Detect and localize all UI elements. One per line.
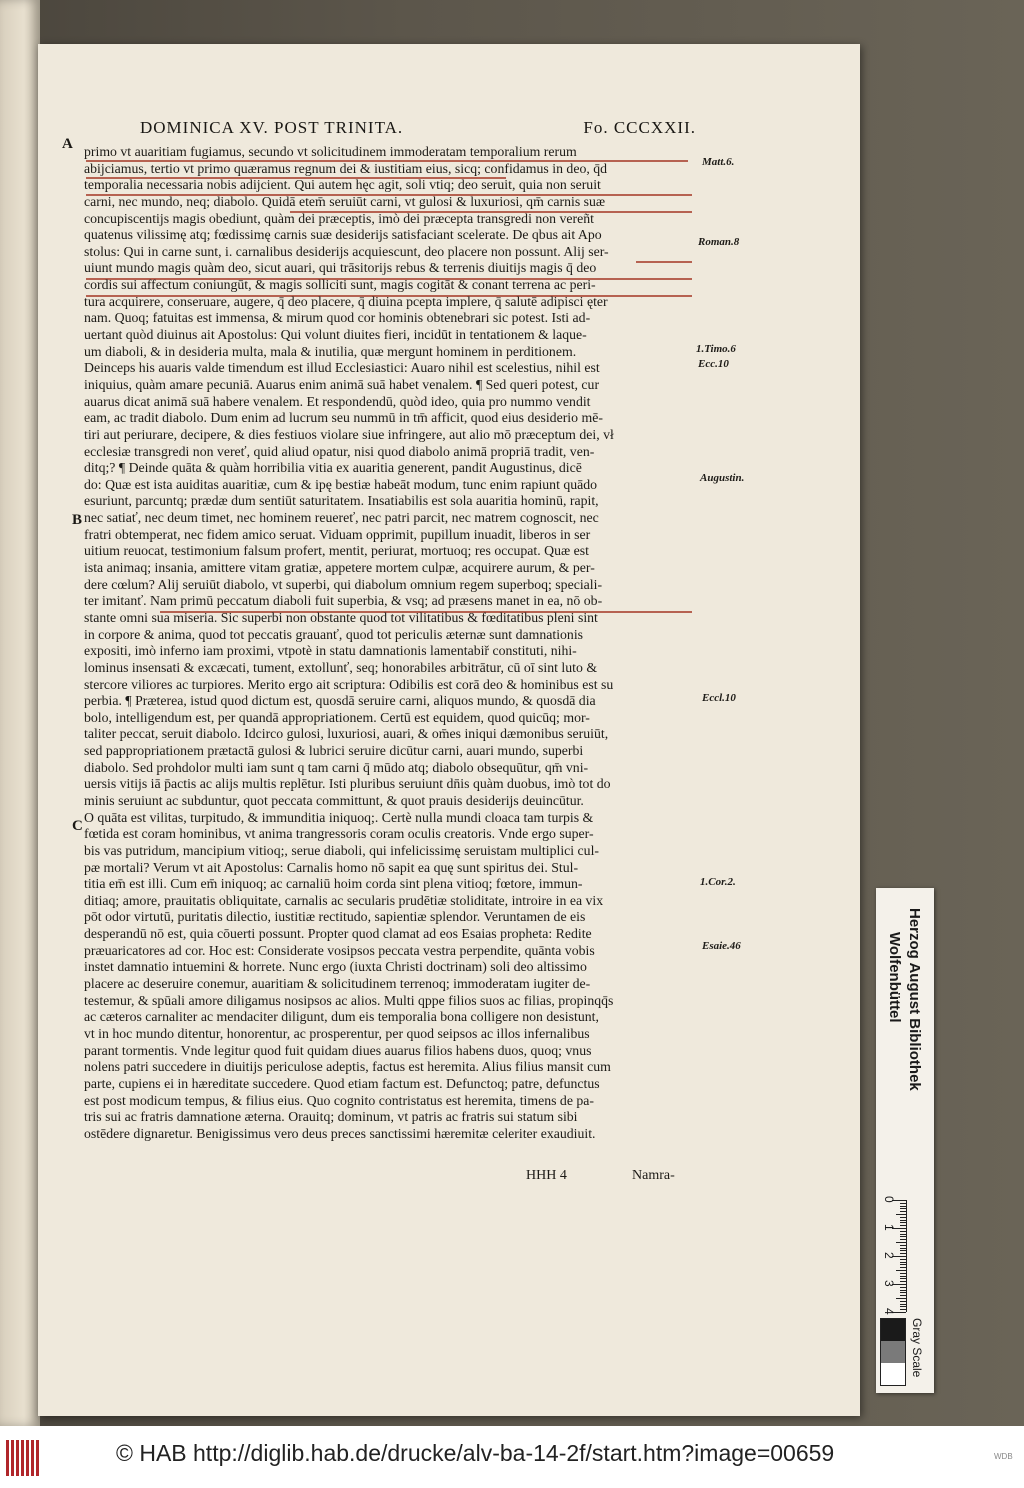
text-line: tris sui ac fratris damnatione æterna. Orauitq; dominum, vt patris ac fratris sui statum sibi (84, 1109, 578, 1125)
text-line: ecclesiæ transgredi non vereť, quid aliud opatur, nisi quod diabolo animā propriā tradit, ven- (84, 443, 595, 459)
copyright-link[interactable]: © HAB http://diglib.hab.de/drucke/alv-ba-14-2f/start.htm?image=00659 (116, 1440, 835, 1466)
scale-tick (900, 1292, 906, 1293)
scale-tick (900, 1248, 906, 1249)
text-line: concupiscentijs magis obediunt, quàm dei præceptis, imò dei præcepta transgredi non vereñt (84, 210, 594, 226)
text-line: ac cæteros carnaliter ac mendaciter diligunt, dum eis temporalia bona colligere non desistunt, (84, 1009, 599, 1025)
hab-logo-icon (6, 1440, 42, 1476)
text-line: uertant quòd diuinus ait Apostolus: Qui volunt diuites fieri, incidūt in tentationem & laque- (84, 327, 587, 343)
text-line: auarus dicat animā suā habere venalem. Et respondendū, quòd ideo, quia pro nummo vendit (84, 393, 591, 409)
scale-tick (900, 1273, 906, 1274)
scale-tick (900, 1222, 906, 1223)
margin-note-matt: Matt.6. (702, 156, 735, 168)
scale-number: 3 (882, 1280, 896, 1287)
gray-patch-black (881, 1319, 905, 1341)
scale-tick (896, 1214, 906, 1215)
scale-number: 1 (882, 1224, 896, 1231)
text-line: tiri aut periurare, decipere, & dies festiuos violare siue infringere, aut alio mō præceptum dei, vł (84, 426, 614, 442)
scale-tick (900, 1220, 906, 1221)
text-line: uersis vitijs iā p̄actis ac alijs multis replētur. Isti pluribus seruiunt dn̄is quàm duobus, imò tot do (84, 776, 611, 792)
scale-tick (900, 1262, 906, 1263)
scale-tick (900, 1267, 906, 1268)
text-line: quatenus vilissimę atq; fœdissimę carnis suæ desiderijs satisfaciant scelerate. De qbus ait Apo (84, 227, 602, 243)
text-line: Deinceps his auaris valde timendum est illud Ecclesiastici: Auaro nihil est scelestius, nihil est (84, 360, 600, 376)
text-line: fœtida est coram hominibus, vt anima trangressoris coram oculis creatoris. Vnde ergo super- (84, 826, 594, 842)
library-name: Herzog August Bibliothek (906, 908, 923, 1091)
scale-tick (900, 1306, 906, 1307)
gray-patch-mid (881, 1341, 905, 1363)
body-text (84, 144, 694, 1142)
text-line: instet damnatio intuemini & horrete. Nunc ergo (iuxta Christi doctrinam) soli deo altissimo (84, 959, 587, 975)
text-line: primo vt auaritiam fugiamus, secundo vt solicitudinem immoderatam temporalium rerum (84, 144, 577, 159)
margin-note-timo: 1.Timo.6 (696, 343, 736, 355)
text-line: tura acquirere, conseruare, augere, q̄ deo placere, q̄ diuina pcepta implere, q̄ salutē adipisci ęter (84, 293, 608, 309)
catchword: Namra- (632, 1168, 675, 1183)
scale-tick (896, 1270, 906, 1271)
logo-bar (16, 1440, 19, 1476)
viewer-mark: WDB (994, 1452, 1013, 1461)
scale-tick (900, 1231, 906, 1232)
scale-tick (900, 1208, 906, 1209)
scale-tick (900, 1250, 906, 1251)
scale-tick (900, 1239, 906, 1240)
margin-note-augustin: Augustin. (700, 472, 745, 484)
text-line: testemur, & spūali amore diligamus nosipsos ac alios. Multi qppe filios suos ac filias, propinqq̄s (84, 992, 614, 1008)
scale-tick (900, 1264, 906, 1265)
text-line: desperandū nō est, quia cōuerti possunt. Propter quod clamat ad eos Esaias propheta: Redite (84, 926, 592, 942)
margin-note-cor: 1.Cor.2. (700, 876, 736, 888)
footer-bar (0, 1426, 1024, 1488)
text-line: fratri obtemperat, nec fidem amico seruat. Viduam opprimit, pupillum inuadit, liberos in ser (84, 526, 591, 542)
scale-tick (900, 1309, 906, 1310)
text-line: stolus: Qui in carne sunt, i. carnalibus desiderijs acquiescunt, deo placere non possunt. Alij ser- (84, 243, 609, 259)
scale-tick (900, 1276, 906, 1277)
text-line: O quāta est vilitas, turpitudo, & immunditia iniquoq;. Certè nulla mundi cloaca tam turpis & (84, 809, 594, 825)
scale-tick (900, 1253, 906, 1254)
header-title: DOMINICA XV. POST TRINITA. (140, 118, 404, 137)
text-line: uiunt mundo magis quàm deo, sicut auari, qui trāsitorijs rebus & terrenis diuitijs magis q̄ deo (84, 260, 597, 276)
text-line: temporalia necessaria nobis adijcient. Qui autem hęc agit, soli vtiq; deo seruit, quia non seruit (84, 177, 601, 193)
running-header (140, 118, 696, 140)
scale-tick (896, 1298, 906, 1299)
folio-number: Fo. CCCXXII. (583, 118, 696, 137)
cm-scale (880, 1196, 907, 1315)
scale-tick (900, 1290, 906, 1291)
scale-number: 2 (882, 1252, 896, 1259)
scale-tick (900, 1225, 906, 1226)
text-line: cordis sui affectum coniungūt, & magis solliciti sunt, magis cogitāt & conant terrena ac peri- (84, 277, 596, 293)
text-line: in corpore & anima, quod tot peccatis grauanť, quod tot periculis æternæ sunt damnationis (84, 626, 584, 642)
logo-bar (26, 1440, 29, 1476)
section-letter-c: C (72, 818, 83, 834)
text-line: do: Quæ est ista auiditas auaritiæ, cum & ipę bestiæ habeāt modum, tunc enim rapiunt quādo (84, 476, 598, 492)
scale-tick (900, 1206, 906, 1207)
scale-number: 0 (882, 1196, 896, 1203)
text-line: ditq;? ¶ Deinde quāta & quàm horribilia vitia ex auaritia generent, pandit Augustinus, dicē (84, 460, 582, 476)
logo-bar (36, 1440, 39, 1476)
text-line: perbia. ¶ Præterea, istud quod dictum est, quosdā seruire carni, aliquos mundo, & quosdā dia (84, 693, 596, 709)
text-line: expositi, imò inferno iam proximi, vtpotè in statu damnationis lamentabiř constituti, nihi- (84, 643, 577, 659)
text-line: iniquius, quàm amare pecuniā. Auarus enim animā suā habet venalem. ¶ Sed queri potest, cur (84, 376, 600, 392)
text-line: ter imitanť. Nam primū peccatum diaboli fuit superbia, & vsq; ad præsens manet in ea, nō ob- (84, 593, 603, 609)
text-line: ostēdere dignaretur. Benigissimus vero deus preces sanctissimi hæremitæ celeriter exaudiuit. (84, 1125, 596, 1141)
scale-tick (900, 1245, 906, 1246)
margin-note-roman: Roman.8 (698, 236, 740, 248)
text-line: vt in hoc mundo ditentur, honorentur, ac prosperentur, per quod seipsos ac illos infernalibus (84, 1025, 590, 1041)
margin-note-eccl: Eccl.10 (702, 692, 736, 704)
signature-mark: HHH 4 (526, 1168, 567, 1183)
text-line: parant tormentis. Vnde legitur quod fuit quidam diues auarus filios habens duos, quoq; vnus (84, 1042, 592, 1058)
logo-bar (6, 1440, 9, 1476)
text-line: parte, cupiens ei in hæreditate succedere. Quod etiam factum est. Defunctoq; patre, defunctus (84, 1075, 600, 1091)
gray-patch-white (881, 1363, 905, 1385)
text-line: ista animaq; insania, amittere vitam gratiæ, appetere mortem culpæ, acquirere aurum, & per- (84, 560, 595, 576)
text-line: uitium reuocat, testimonium falsum profert, mentit, periurat, mortuoq; res occupat. Quæ est (84, 543, 590, 559)
logo-bar (31, 1440, 34, 1476)
text-line: bis vas putridum, mancipium vitioq;, serue diaboli, qui infelicissimę seruistam multiplici cul- (84, 842, 600, 858)
gray-scale-label: Gray Scale (910, 1318, 924, 1378)
scale-tick (900, 1217, 906, 1218)
text-line: sed pappropriationem prætactā gulosi & lubrici seruire dicūtur carni, auari mundo, superbi (84, 743, 584, 759)
logo-bar (21, 1440, 24, 1476)
text-line: bolo, intelligendum est, per quandā appropriationem. Certū est equidem, quod quicūq; mor- (84, 709, 590, 725)
scale-tick (900, 1211, 906, 1212)
scale-tick (900, 1304, 906, 1305)
section-letter-a: A (62, 136, 73, 152)
text-line: nam. Quoq; fatuitas est immensa, & mirum quod cor hominis obtenebrari sic potest. Isti ad- (84, 310, 591, 326)
text-line: diabolo. Sed prohdolor multi iam sunt q tam carni q̄ mūdo atq; diabolo obsequūtur, qm̄ vni- (84, 759, 589, 775)
text-line: nolens patri succedere in diuitijs periculose adeptis, factus est heremita. Alius filius mansit cum (84, 1059, 611, 1075)
scale-tick (900, 1234, 906, 1235)
section-letter-b: B (72, 512, 83, 528)
text-line: dere cœlum? Alij seruiūt diabolo, vt superbi, qui diabolum omnium regem superboq; speciali- (84, 576, 603, 592)
text-line: abijciamus, tertio vt primo quæramus regnum dei & iustitiam eius, sicq; confidamus in deo, q̄d (84, 160, 608, 176)
text-line: præuaricatores ad cor. Hoc est: Considerate vosipsos peccata vestra perpendite, quānta vobis (84, 942, 595, 958)
text-line: pōt odor virtutū, puritatis dilectio, iustitiæ rectitudo, sapientiæ splendor. Veruntamen de eis (84, 909, 586, 925)
text-line: carni, nec mundo, neq; diabolo. Quidā etem̄ seruiūt carni, vt gulosi & luxuriosi, qm̄ carnis suæ (84, 193, 606, 209)
color-ruler-card (876, 888, 934, 1393)
scale-tick (900, 1278, 906, 1279)
logo-bar (11, 1440, 14, 1476)
library-city: Wolfenbüttel (886, 932, 903, 1023)
scale-tick (900, 1259, 906, 1260)
margin-note-esaie: Esaie.46 (702, 940, 741, 952)
scale-tick (900, 1287, 906, 1288)
library-label (882, 896, 928, 1196)
gray-scale-patches (880, 1318, 906, 1386)
scale-tick (900, 1281, 906, 1282)
text-line: placere ac deseruire conemur, auaritiam & solicitudinem terrenoq; immoderatam iugiter de- (84, 976, 591, 992)
scale-number: 4 (882, 1308, 896, 1315)
text-line: est post modicum tempus, & filius eius. Quo cognito contristatus est heremita, timens de pa- (84, 1092, 595, 1108)
text-line: titia em̄ est illi. Cum em̄ iniquoq; ac carnaliū hoim corda sint plena vitioq; fœtore, immun- (84, 876, 583, 892)
text-line: esuriunt, parcuntq; prædæ dum sentiūt saturitatem. Insatiabilis est sola auaritia hominū, rapit, (84, 493, 599, 509)
scale-tick (900, 1295, 906, 1296)
scale-tick (896, 1242, 906, 1243)
scale-tick (900, 1203, 906, 1204)
facing-page-edge (0, 0, 40, 1426)
scale-tick (900, 1301, 906, 1302)
text-line: eam, ac tradit diabolo. Dum enim ad lucrum seu nummū in tm̄ afficit, quod eius desiderio mē- (84, 410, 603, 426)
text-line: pæ mortali? Verum vt ait Apostolus: Carnalis homo nō sapit ea quę sunt spiritus dei. Stul- (84, 859, 579, 875)
text-line: ditiaq; amore, prauitatis obliquitate, carnalis ac secularis prudētiæ stoliditate, introire in ea vix (84, 892, 604, 908)
text-line: lominus insensati & excæcati, tument, extollunť, seq; honorabiles arbitrātur, cū oī sint luto & (84, 659, 598, 675)
scale-tick (900, 1236, 906, 1237)
text-line: minis seruiunt ac subduntur, quot peccata committunt, & quot prauis desiderijs deuincūtur. (84, 792, 584, 808)
text-line: stercore viliores ac turpiores. Merito ergo ait scriptura: Odibilis est corā deo & hominibus est su (84, 676, 614, 692)
text-line: nec satiať, nec deum timet, nec hominem reuereť, nec patri parcit, nec matrem cognoscit, nec (84, 510, 599, 526)
margin-note-ecc: Ecc.10 (698, 358, 729, 370)
text-line: stante omni sua miseria. Sic superbi non obstante quod tot vilitatibus & fœditatibus pleni sint (84, 609, 598, 625)
text-line: um diaboli, & in desideria multa, mala & inutilia, quæ mergunt hominem in perditionem. (84, 343, 577, 359)
text-line: taliter peccat, seruit diabolo. Idcirco gulosi, luxuriosi, auari, & om̄es iniqui dæmonibus seruiūt, (84, 726, 609, 742)
